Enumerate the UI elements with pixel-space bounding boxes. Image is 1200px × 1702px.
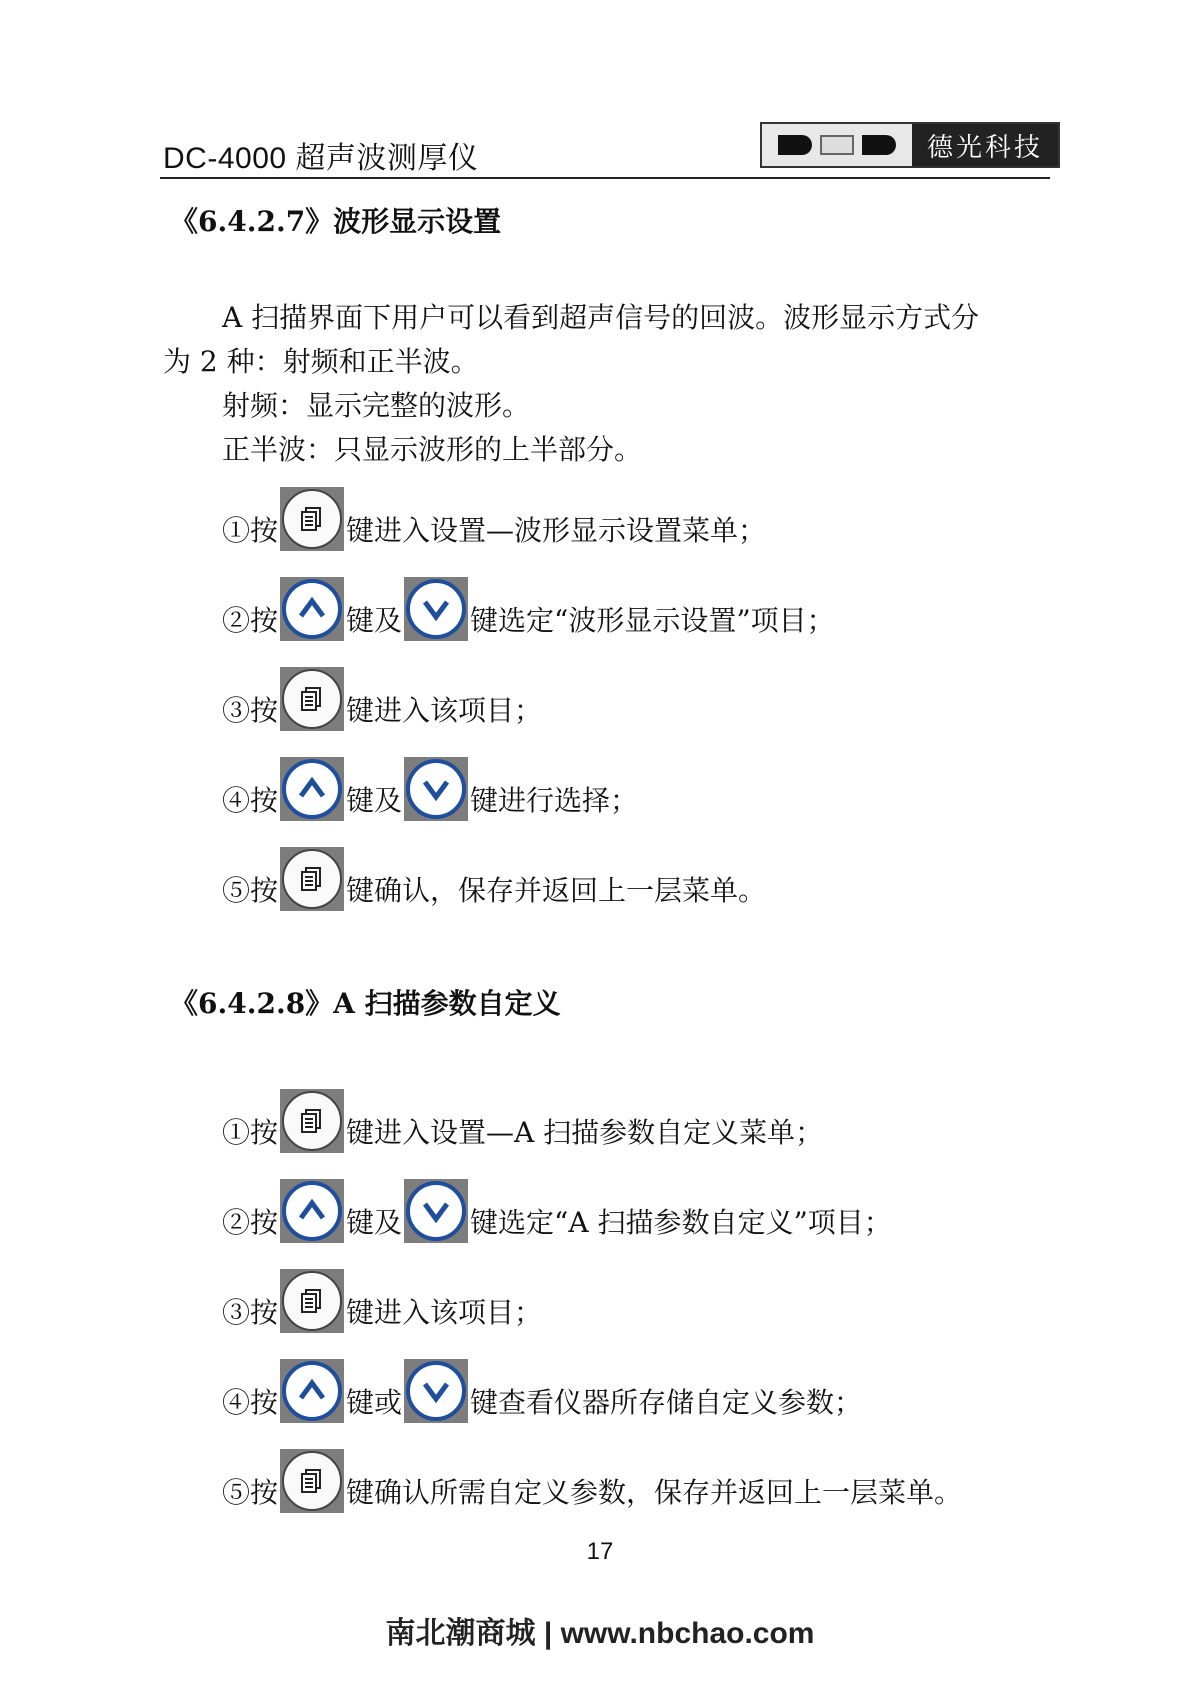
step-prefix: ①按 bbox=[222, 514, 279, 547]
step-text: 键进入设置—波形显示设置菜单； bbox=[346, 514, 767, 547]
logo-g-shape bbox=[820, 135, 854, 155]
step-3 bbox=[222, 661, 542, 731]
logo-d-shape bbox=[778, 135, 812, 155]
step-text: 键确认所需自定义参数，保存并返回上一层菜单。 bbox=[346, 1476, 963, 1509]
chevron-up-icon bbox=[282, 759, 342, 819]
step-prefix: ④按 bbox=[222, 784, 279, 817]
chevron-down-icon bbox=[406, 579, 466, 639]
section-title-6-4-2-7: 《6.4.2.7》波形显示设置 bbox=[170, 205, 502, 238]
company-logo bbox=[760, 122, 1060, 168]
step-prefix: ③按 bbox=[222, 1296, 279, 1329]
step-2 bbox=[222, 1173, 892, 1243]
step-2 bbox=[222, 571, 835, 641]
step-text: 键确认，保存并返回上一层菜单。 bbox=[346, 874, 767, 907]
down-key-icon bbox=[404, 1359, 468, 1423]
step-text: 键进入该项目； bbox=[346, 1296, 543, 1329]
step-text: 键选定“A 扫描参数自定义”项目； bbox=[470, 1206, 892, 1239]
document-title: DC-4000 超声波测厚仪 bbox=[163, 142, 479, 175]
menu-icon bbox=[282, 1451, 342, 1511]
step-4 bbox=[222, 751, 638, 821]
chevron-down-icon bbox=[406, 1181, 466, 1241]
step-1 bbox=[222, 1083, 823, 1153]
step-prefix: ①按 bbox=[222, 1116, 279, 1149]
step-prefix: ⑤按 bbox=[222, 874, 279, 907]
step-text: 键进行选择； bbox=[470, 784, 639, 817]
up-key-icon bbox=[280, 1179, 344, 1243]
menu-icon bbox=[282, 669, 342, 729]
down-key-icon bbox=[404, 1179, 468, 1243]
site-footer: 南北潮商城 | www.nbchao.com bbox=[385, 1617, 815, 1650]
step-mid: 键或 bbox=[346, 1386, 403, 1419]
logo-text: 德光科技 bbox=[912, 124, 1058, 166]
up-key-icon bbox=[280, 757, 344, 821]
menu-icon bbox=[282, 489, 342, 549]
logo-d-shape bbox=[862, 135, 896, 155]
step-prefix: ②按 bbox=[222, 604, 279, 637]
step-text: 键查看仪器所存储自定义参数； bbox=[470, 1386, 863, 1419]
step-mid: 键及 bbox=[346, 784, 403, 817]
chevron-down-icon bbox=[406, 1361, 466, 1421]
menu-key-icon bbox=[280, 487, 344, 551]
up-key-icon bbox=[280, 577, 344, 641]
step-4 bbox=[222, 1353, 862, 1423]
chevron-up-icon bbox=[282, 1181, 342, 1241]
step-5 bbox=[222, 841, 766, 911]
intro-paragraph-line2: 为 2 种：射频和正半波。 bbox=[163, 345, 479, 378]
menu-icon bbox=[282, 1091, 342, 1151]
chevron-down-icon bbox=[406, 759, 466, 819]
step-3 bbox=[222, 1263, 542, 1333]
header-divider bbox=[160, 177, 1050, 179]
menu-key-icon bbox=[280, 1269, 344, 1333]
intro-paragraph-line1: A 扫描界面下用户可以看到超声信号的回波。波形显示方式分 bbox=[222, 301, 980, 334]
down-key-icon bbox=[404, 757, 468, 821]
step-mid: 键及 bbox=[346, 1206, 403, 1239]
menu-key-icon bbox=[280, 667, 344, 731]
menu-key-icon bbox=[280, 1089, 344, 1153]
menu-icon bbox=[282, 849, 342, 909]
logo-mark bbox=[762, 124, 912, 166]
step-5 bbox=[222, 1443, 962, 1513]
rf-description: 射频：显示完整的波形。 bbox=[222, 389, 531, 422]
half-wave-description: 正半波：只显示波形的上半部分。 bbox=[222, 433, 643, 466]
step-mid: 键及 bbox=[346, 604, 403, 637]
step-1 bbox=[222, 481, 766, 551]
down-key-icon bbox=[404, 577, 468, 641]
menu-key-icon bbox=[280, 1449, 344, 1513]
menu-key-icon bbox=[280, 847, 344, 911]
step-text: 键进入该项目； bbox=[346, 694, 543, 727]
menu-icon bbox=[282, 1271, 342, 1331]
step-prefix: ③按 bbox=[222, 694, 279, 727]
step-text: 键进入设置—A 扫描参数自定义菜单； bbox=[346, 1116, 824, 1149]
step-prefix: ④按 bbox=[222, 1386, 279, 1419]
up-key-icon bbox=[280, 1359, 344, 1423]
chevron-up-icon bbox=[282, 579, 342, 639]
step-prefix: ②按 bbox=[222, 1206, 279, 1239]
page-number: 17 bbox=[586, 1538, 614, 1565]
section-title-6-4-2-8: 《6.4.2.8》A 扫描参数自定义 bbox=[170, 987, 561, 1020]
step-prefix: ⑤按 bbox=[222, 1476, 279, 1509]
chevron-up-icon bbox=[282, 1361, 342, 1421]
step-text: 键选定“波形显示设置”项目； bbox=[470, 604, 835, 637]
